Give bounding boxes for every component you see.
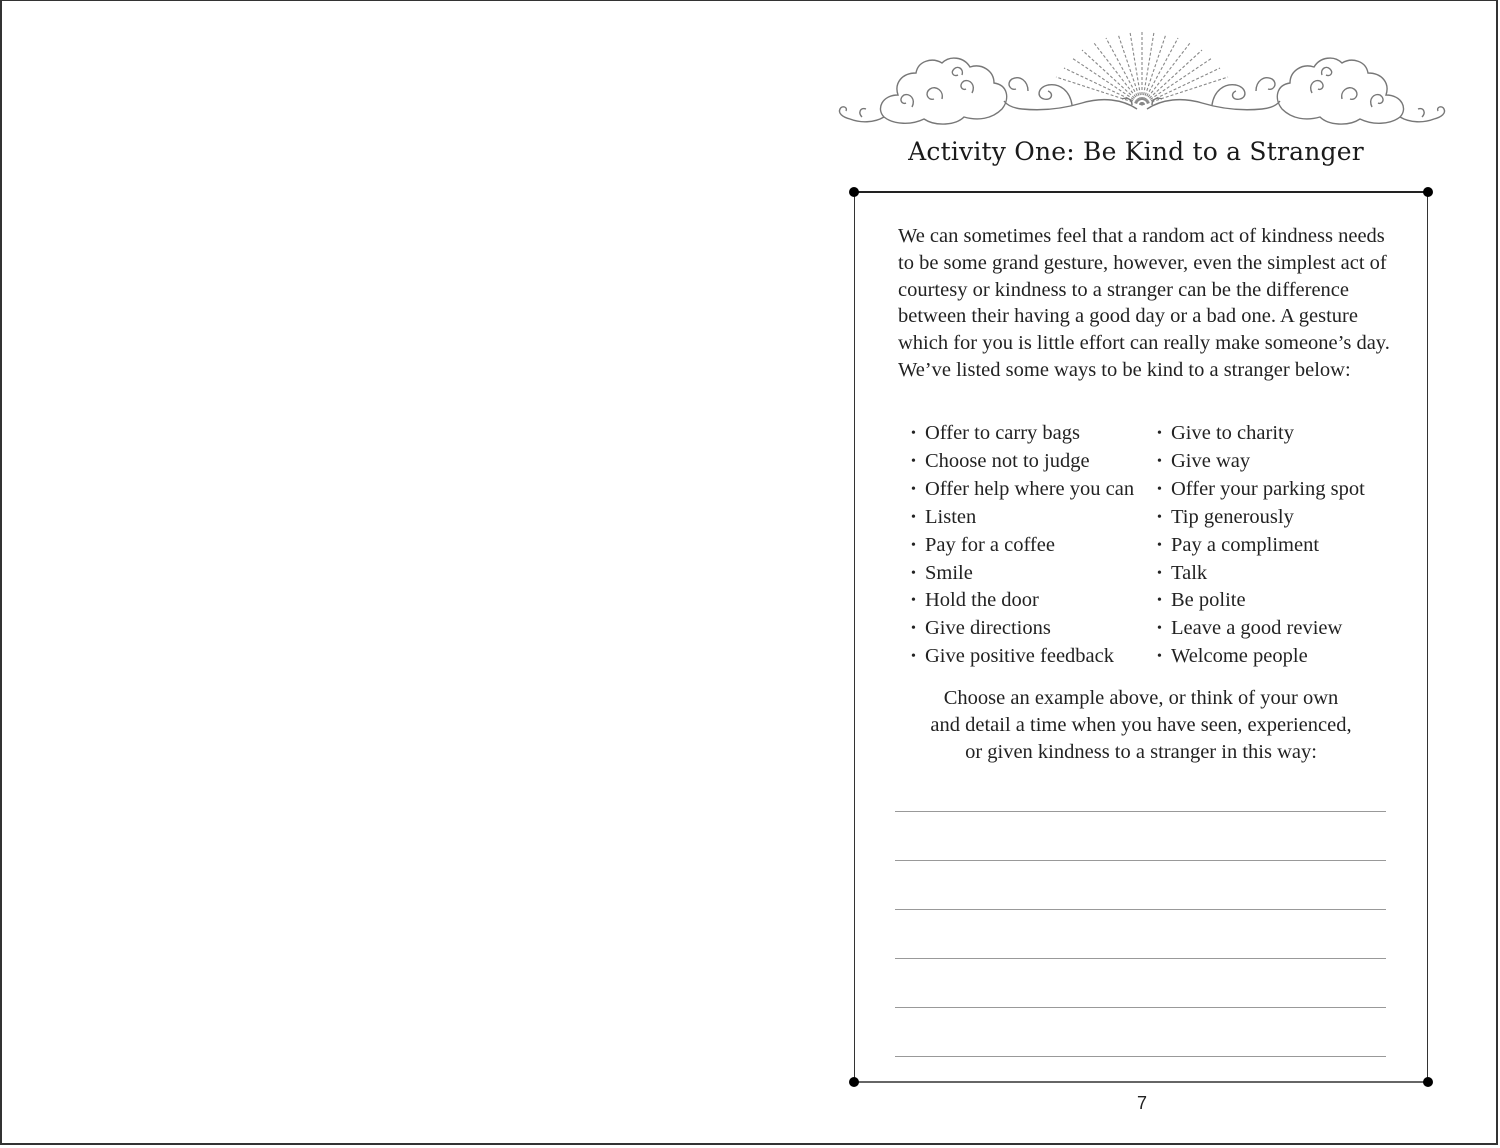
bullet-icon: • [1157, 537, 1162, 553]
bullet-icon: • [911, 537, 916, 553]
prompt-line: and detail a time when you have seen, experienced, [930, 714, 1352, 736]
list-item: • Smile [911, 560, 1157, 588]
list-item: • Give way [1157, 448, 1365, 476]
list-item: • Welcome people [1157, 643, 1365, 671]
writing-line-6[interactable] [895, 1056, 1386, 1057]
activity-frame [854, 191, 1428, 1083]
list-item: • Tip generously [1157, 504, 1365, 532]
bullet-icon: • [911, 509, 916, 525]
ideas-list-left [911, 420, 1157, 671]
bullet-icon: • [911, 453, 916, 469]
bullet-icon: • [911, 481, 916, 497]
list-item: • Be polite [1157, 587, 1365, 615]
bullet-icon: • [1157, 649, 1162, 665]
list-item: • Choose not to judge [911, 448, 1157, 476]
kindness-ideas-lists [911, 420, 1391, 671]
frame-corner-dot [1423, 187, 1433, 197]
list-item: • Hold the door [911, 587, 1157, 615]
writing-line-2[interactable] [895, 860, 1386, 861]
bullet-icon: • [1157, 426, 1162, 441]
list-item: • Leave a good review [1157, 615, 1365, 643]
bullet-icon: • [911, 565, 916, 581]
right-page [752, 1, 1500, 1148]
writing-prompt [885, 685, 1397, 766]
bullet-icon: • [911, 593, 916, 609]
list-item: • Offer to carry bags [911, 420, 1157, 448]
list-item: • Offer your parking spot [1157, 476, 1365, 504]
bullet-icon: • [1157, 481, 1162, 497]
list-item: • Give positive feedback [911, 643, 1157, 671]
list-item: • Pay for a coffee [911, 532, 1157, 560]
list-item: • Give directions [911, 615, 1157, 643]
activity-title [752, 137, 1500, 166]
list-item: • Offer help where you can [911, 476, 1157, 504]
bullet-icon: • [1157, 593, 1162, 609]
ideas-list-right [1157, 420, 1365, 671]
writing-line-3[interactable] [895, 909, 1386, 910]
frame-corner-dot [1423, 1077, 1433, 1087]
activity-title-text: Activity One: Be Kind to a Stranger [908, 137, 1364, 166]
clouds-sunrise-ornament-icon [832, 13, 1452, 133]
writing-line-5[interactable] [895, 1007, 1386, 1008]
list-item: • Pay a compliment [1157, 532, 1365, 560]
writing-line-4[interactable] [895, 958, 1386, 959]
bullet-icon: • [911, 426, 916, 441]
bullet-icon: • [1157, 621, 1162, 637]
list-item: • Listen [911, 504, 1157, 532]
bullet-icon: • [1157, 565, 1162, 581]
frame-corner-dot [849, 1077, 859, 1087]
bullet-icon: • [1157, 453, 1162, 469]
intro-paragraph: We can sometimes feel that a random act of kindness needs to be some grand gesture, however, even the simplest act of courtesy or kindness to a stranger can be the difference between their having a good day or a bad one. A gesture which for you is little effort can really make someone’s day. We’ve listed some ways to be kind to a stranger below: [898, 225, 1390, 381]
bullet-icon: • [1157, 509, 1162, 525]
prompt-line: or given kindness to a stranger in this way: [965, 741, 1317, 763]
frame-corner-dot [849, 187, 859, 197]
list-item: • Give to charity [1157, 420, 1365, 448]
left-page-blank [2, 1, 752, 1148]
writing-line-1[interactable] [895, 811, 1386, 812]
bullet-icon: • [911, 621, 916, 637]
prompt-line: Choose an example above, or think of your own [943, 687, 1339, 709]
page-number: 7 [1136, 1093, 1147, 1113]
bullet-icon: • [911, 649, 916, 665]
list-item: • Talk [1157, 560, 1365, 588]
